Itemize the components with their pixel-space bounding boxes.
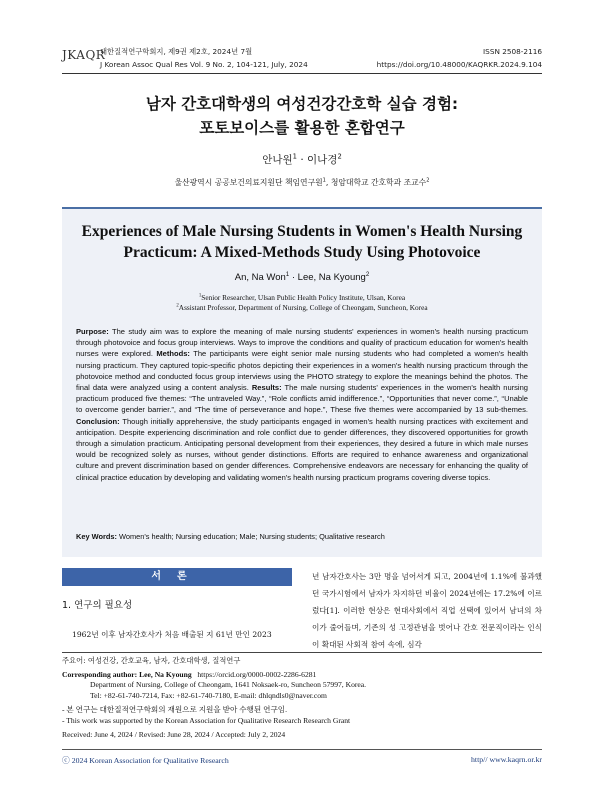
journal-citation-en: J Korean Assoc Qual Res Vol. 9 No. 2, 104-121, July, 2024 — [100, 60, 308, 69]
keywords-label: Key Words: — [76, 532, 117, 541]
abstract-methods-label: Methods: — [156, 349, 190, 359]
english-affil-1-line — [62, 293, 542, 303]
journal-citation — [100, 45, 308, 71]
korean-author-1: 안나원 — [262, 154, 293, 166]
english-author-2-sup: 2 — [365, 270, 370, 278]
footer-divider — [62, 749, 542, 750]
korean-author-2: 이나경 — [307, 154, 338, 166]
english-affil-1: Senior Researcher, Ulsan Public Health Policy Institute, Ulsan, Korea — [201, 293, 406, 302]
corresponding-author-line — [62, 670, 542, 680]
english-title-line2: Practicum: A Mixed-Methods Study Using Photovoice — [123, 244, 481, 261]
author-separator: · — [296, 154, 307, 166]
corr-name: Lee, Na Kyoung — [137, 670, 192, 679]
funding-note-kr: - 본 연구는 대한질적연구학회의 재원으로 지원을 받아 수행된 연구임. — [62, 705, 288, 714]
body-text-left: 1962년 이후 남자간호사가 처음 배출된 지 61년 만인 2023 — [72, 630, 272, 639]
korean-affil-1-sup: 1 — [322, 177, 326, 184]
korean-title-line1: 남자 간호대학생의 여성건강간호학 실습 경험: — [145, 95, 459, 113]
english-affil-2: Assistant Professor, Department of Nursing, College of Cheongam, Suncheon, Korea — [178, 303, 428, 312]
korean-authors — [62, 152, 542, 167]
english-affil-2-sup: 2 — [176, 303, 179, 309]
issn: ISSN 2508-2116 — [483, 47, 542, 56]
korean-keywords: 주요어: 여성건강, 간호교육, 남자, 간호대학생, 질적연구 — [62, 656, 241, 665]
journal-identifiers — [377, 45, 542, 71]
korean-title-line2: 포토보이스를 활용한 혼합연구 — [199, 119, 405, 137]
website-link[interactable]: http// www.kaqrn.or.kr — [471, 755, 542, 764]
english-authors — [62, 272, 542, 283]
abstract-conclusion-label: Conclusion: — [76, 416, 120, 426]
intro-heading: 서론 — [62, 568, 292, 586]
english-affiliations — [62, 293, 542, 313]
header-divider — [62, 73, 542, 74]
abstract-box — [62, 207, 542, 557]
abstract-conclusion: Though initially apprehensive, the study participants engaged in women's health nursing practices with excitement and anticipation. Despite experiencing discrimination and role conflict due to gender differences, they discovered opportunities for growth through a simulation practicum. Anticipating personal development from their experiences, they desired a future in which male nurses would be recognized solely as nurses, without gender distinctions. Efforts are required to enhance awareness and organizational culture and prevent discrimination based on gender differences. Comprehensive endeavors are necessary for enhancing the quality of clinical practice education by developing and validating women's health nursing practicum programs covering diverse topics. — [76, 416, 528, 482]
korean-author-2-sup: 2 — [337, 152, 342, 161]
abstract-methods: The participants were eight senior male nursing students who had completed a women's health nursing practicum. They captured topic-specific photos depicting their experiences in a women's health nursing practicum through the photovoice method and conducted focus group interviews using the PHOTO strategy to explore the meanings behind the photos. The final data were analyzed using a content analysis. — [76, 349, 528, 393]
corr-label: Corresponding author: — [62, 670, 138, 679]
english-author-2: Lee, Na Kyoung — [297, 272, 366, 283]
funding-notes — [62, 705, 542, 726]
abstract-text — [76, 326, 528, 483]
author-separator: · — [289, 272, 298, 283]
abstract-purpose: The study aim was to explore the meaning of male nursing students' experiences in women's health nursing practicum through photovoice and focus group interviews. Ways to improve the conditions and quality of practicum education for women's health nurses were explored. — [76, 327, 528, 359]
footnote-divider — [62, 652, 542, 653]
doi-link[interactable]: https://doi.org/10.48000/KAQRKR.2024.9.104 — [376, 60, 542, 69]
korean-affiliations — [62, 177, 542, 188]
body-text-right: 년 남자간호사는 3만 명을 넘어서게 되고, 2004년에 1.1%에 불과했던 국가시험에서 남자가 차지하던 비율이 2024년에는 17.2%에 이르렀다[1]. 이러한 현상은 현대사회에서 직업 선택에 있어서 남녀의 차이가 줄어들며, 기존의 성 고정관념을 벗어나 간호 전문직이라는 인식이 확대된 사회적 참여 속에, 심각 — [312, 572, 542, 649]
affil-separator: , — [325, 178, 331, 187]
korean-affil-2-sup: 2 — [426, 177, 430, 184]
abstract-purpose-label: Purpose: — [76, 327, 109, 336]
submission-dates: Received: June 4, 2024 / Revised: June 28, 2024 / Accepted: July 2, 2024 — [62, 730, 286, 739]
korean-affil-2: 청암대학교 간호학과 조교수 — [330, 178, 427, 187]
journal-logo: JKAQR — [62, 48, 106, 62]
english-affil-2-line — [62, 303, 542, 313]
korean-affil-1: 울산광역시 공공보건의료지원단 책임연구원 — [174, 178, 323, 187]
corresponding-author — [62, 670, 542, 701]
corr-address: Department of Nursing, College of Cheongam, 1641 Noksaek-ro, Suncheon 57997, Korea. — [90, 680, 367, 690]
english-affil-1-sup: 1 — [198, 293, 202, 299]
english-title — [62, 221, 542, 263]
keywords-list: Women's health; Nursing education; Male; Nursing students; Qualitative research — [116, 532, 385, 541]
orcid-link[interactable]: https://orcid.org/0000-0002-2286-6281 — [197, 670, 317, 679]
abstract-results: The male nursing students' experiences in the women's health nursing practicum produced five themes: “The untraveled Way.”, “Role conflicts amid indifference.”, “Opportunities that never come.”, “Unable to overcome gender barrier.”, and “The time of perseverance and hope.”, These five themes were accompanied by 13 sub-themes. — [76, 383, 528, 415]
abstract-results-label: Results: — [251, 383, 282, 393]
corr-contact: Tel: +82-61-740-7214, Fax: +82-61-740-7180, E-mail: dhlqndls0@naver.com — [90, 690, 327, 700]
journal-citation-kr: 대한질적연구학회지, 제9권 제2호, 2024년 7월 — [100, 47, 253, 56]
funding-note-en: - This work was supported by the Korean Association for Qualitative Research Research Grant — [62, 715, 351, 725]
copyright: ⓒ 2024 Korean Association for Qualitative Research — [62, 756, 229, 765]
english-author-1-sup: 1 — [285, 270, 290, 278]
journal-header — [62, 44, 542, 74]
english-keywords — [76, 532, 528, 541]
english-title-line1: Experiences of Male Nursing Students in Women's Health Nursing — [81, 223, 523, 240]
korean-author-1-sup: 1 — [292, 152, 297, 161]
section-title: 1. 연구의 필요성 — [62, 600, 133, 611]
korean-title — [62, 92, 542, 140]
english-author-1: An, Na Won — [234, 272, 286, 283]
